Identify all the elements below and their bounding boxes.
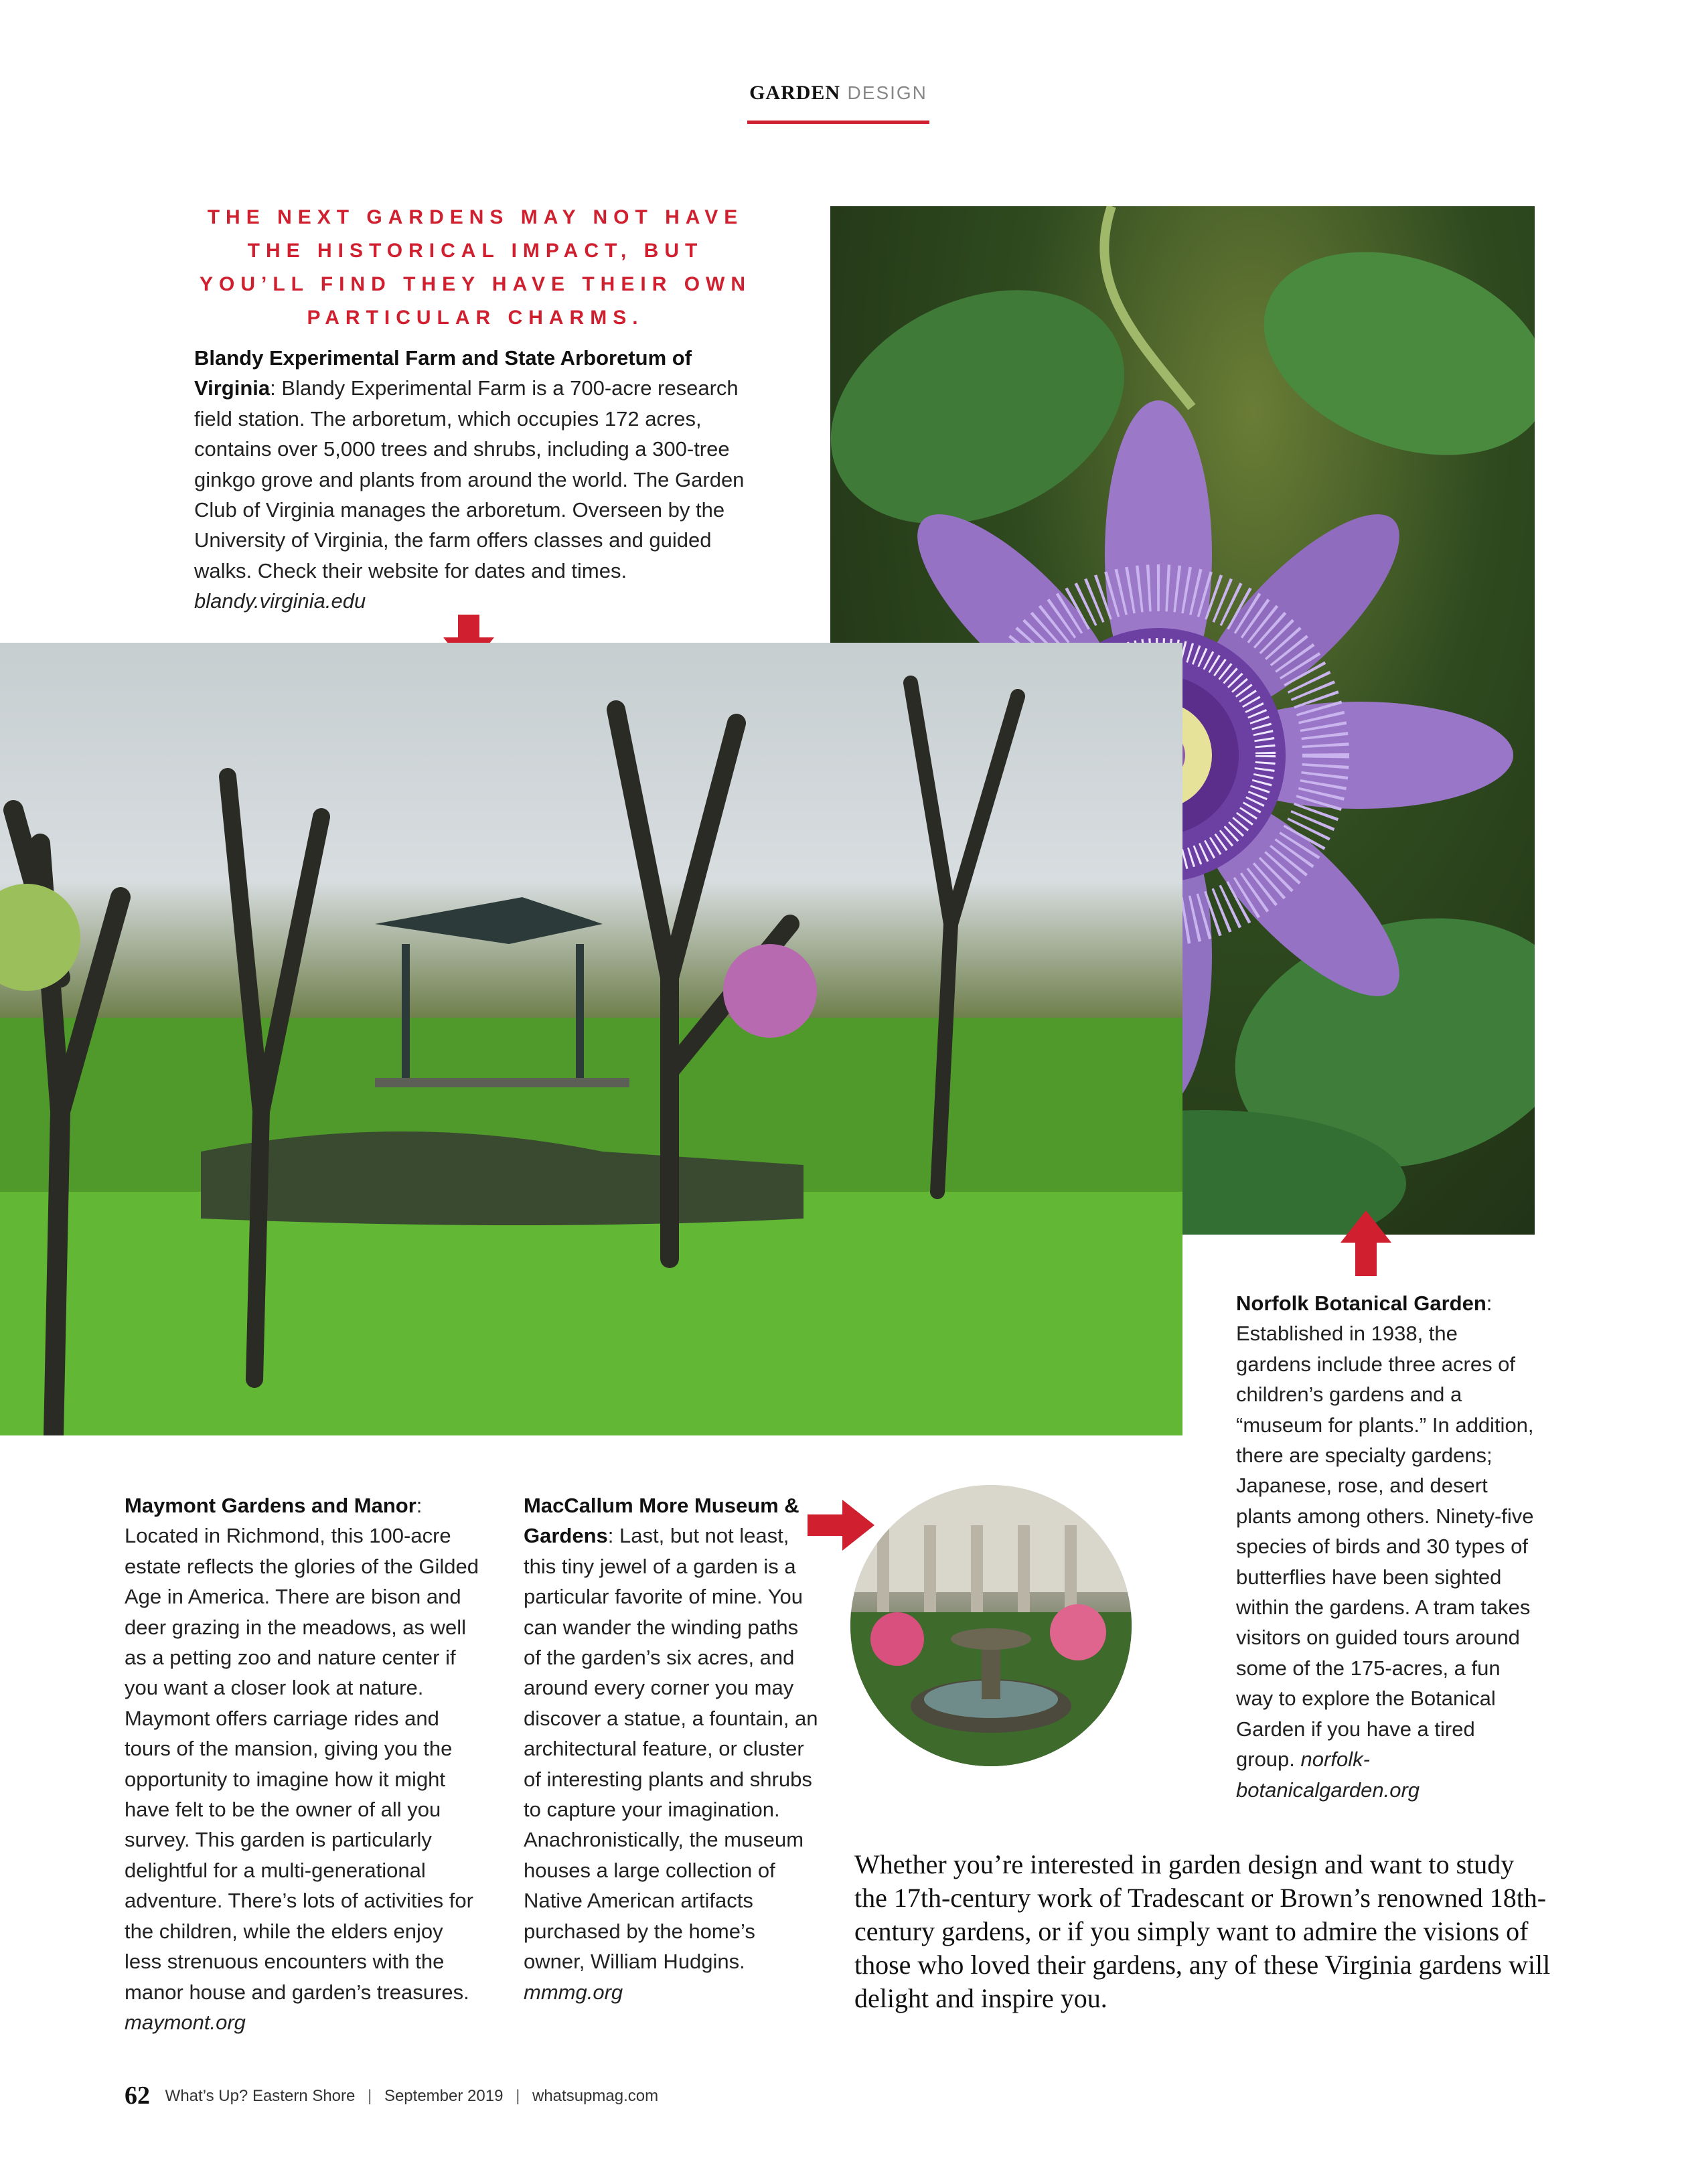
header-section: DESIGN xyxy=(847,82,927,103)
maymont-entry: Maymont Gardens and Manor: Located in Richmond, this 100-acre estate reflects the glories of the Gilded Age in America. There are bison and deer grazing in the meadows, as well as a petting zoo and nature center if you want a closer look at nature. Maymont offers carriage rides and tours of the mansion, giving you the opportunity to imagine how it might have felt to be the owner of all you survey. This garden is particularly delightful for a multi-generational adventure. There’s lots of activities for the children, while the elders enjoy less strenuous encounters with the manor house and garden’s treasures. maymont.org xyxy=(125,1494,479,2034)
norfolk-entry: Norfolk Botanical Garden: Established in 1938, the gardens include three acres of children’s gardens and a “museum for plants.” In addition, there are specialty gardens; Japanese, rose, and desert plants among others. Ninety-five species of birds and 30 types of butterflies have been sighted within the gardens. A tram takes visitors on guided tours around some of the 175-acres, a fun way to explore the Botanical Garden if you have a tired group. norfolk-botanicalgarden.org xyxy=(1236,1292,1534,1802)
blandy-text: Blandy Experimental Farm is a 700-acre research field station. The arboretum, which occupies 172 acres, contains over 5,000 trees and shrubs, including a 300-tree ginkgo grove and plants from around the world. The Garden Club of Virginia manages the arboretum. Overseen by the University of Virginia, the farm offers classes and guided walks. Check their website for dates and times. xyxy=(194,376,745,582)
maccallum-entry: MacCallum More Museum & Gardens: Last, but not least, this tiny jewel of a garden is a particular favorite of mine. You can wander the winding paths of the garden’s six acres, and around every corner you may discover a statue, a fountain, an architectural feature, or cluster of interesting plants and shrubs to capture your imagination. Anachronistically, the museum houses a large collection of Native American artifacts purchased by the home’s owner, William Hudgins. mmmg.org xyxy=(524,1494,818,2004)
maccallum-title: MacCallum More Museum & Gardens xyxy=(524,1494,799,1548)
blandy-entry: Blandy Experimental Farm and State Arboretum of Virginia: Blandy Experimental Farm is a 700-acre research field station. The arboretum, which occupies 172 acres, contains over 5,000 trees and shrubs, including a 300-tree ginkgo grove and plants from around the world. The Garden Club of Virginia manages the arboretum. Overseen by the University of Virginia, the farm offers classes and guided walks. Check their website for dates and times. blandy.virginia.edu xyxy=(194,346,745,613)
arrow-right-icon xyxy=(808,1500,874,1551)
norfolk-title: Norfolk Botanical Garden xyxy=(1236,1292,1486,1315)
header-kicker: GARDEN xyxy=(749,82,841,104)
norfolk-text: Established in 1938, the gardens include three acres of children’s gardens and a “museum for plants.” In addition, there are specialty gardens; Japanese, rose, and desert plants among others. Ninety-five species of birds and 30 types of butterflies have been sighted within the gardens. A tram takes visitors on guided tours around some of the 175-acres, a fun way to explore the Botanical Garden if you have a tired group. xyxy=(1236,1322,1534,1772)
maccallum-url[interactable]: mmmg.org xyxy=(524,1980,623,2004)
header-rule xyxy=(747,121,929,124)
maccallum-text: Last, but not least, this tiny jewel of a garden is a particular favorite of mine. You can wander the winding paths of the garden’s six acres, and around every corner you may discover a statue, a fountain, an architectural feature, or cluster of interesting plants and shrubs to capture your imagination. Anachronistically, the museum houses a large collection of Native American artifacts purchased by the home’s owner, William Hudgins. xyxy=(524,1524,818,1974)
closing-paragraph: Whether you’re interested in garden design and want to study the 17th-century work of Tradescant or Brown’s renowned 18th-century gardens, or if you simply want to admire the visions of those who loved their gardens, any of these Virginia gardens will delight and inspire you. xyxy=(854,1849,1551,2013)
maymont-title: Maymont Gardens and Manor xyxy=(125,1494,416,1517)
blandy-title: Blandy Experimental Farm and State Arboretum of Virginia xyxy=(194,346,692,400)
cloister-fountain-photo xyxy=(850,1485,1132,1766)
arboretum-photo xyxy=(0,643,1182,1435)
page-header xyxy=(747,82,929,104)
maymont-text: Located in Richmond, this 100-acre estate reflects the glories of the Gilded Age in America. There are bison and deer grazing in the meadows, as well as a petting zoo and nature center if you want a closer look at nature. Maymont offers carriage rides and tours of the mansion, giving you the opportunity to imagine how it might have felt to be the owner of all you survey. This garden is particularly delightful for a multi-generational adventure. There’s lots of activities for the children, while the elders enjoy less strenuous encounters with the manor house and garden’s treasures. xyxy=(125,1524,479,2004)
maymont-url[interactable]: maymont.org xyxy=(125,2010,246,2034)
page-footer xyxy=(125,2081,658,2110)
website-link[interactable]: whatsupmag.com xyxy=(532,2087,659,2105)
norfolk-url[interactable]: norfolk-botanicalgarden.org xyxy=(1236,1747,1420,1802)
footer-separator: | xyxy=(368,2087,372,2105)
footer-separator: | xyxy=(516,2087,520,2105)
publication-name: What’s Up? Eastern Shore xyxy=(165,2087,356,2105)
page-number: 62 xyxy=(125,2082,150,2110)
pull-quote: THE NEXT GARDENS MAY NOT HAVE THE HISTORICAL IMPACT, BUT YOU’LL FIND THEY HAVE THEIR OWN PARTICULAR CHARMS. xyxy=(199,206,752,329)
blandy-url[interactable]: blandy.virginia.edu xyxy=(194,589,366,613)
arrow-up-icon xyxy=(1341,1211,1391,1276)
issue-date: September 2019 xyxy=(384,2087,504,2105)
